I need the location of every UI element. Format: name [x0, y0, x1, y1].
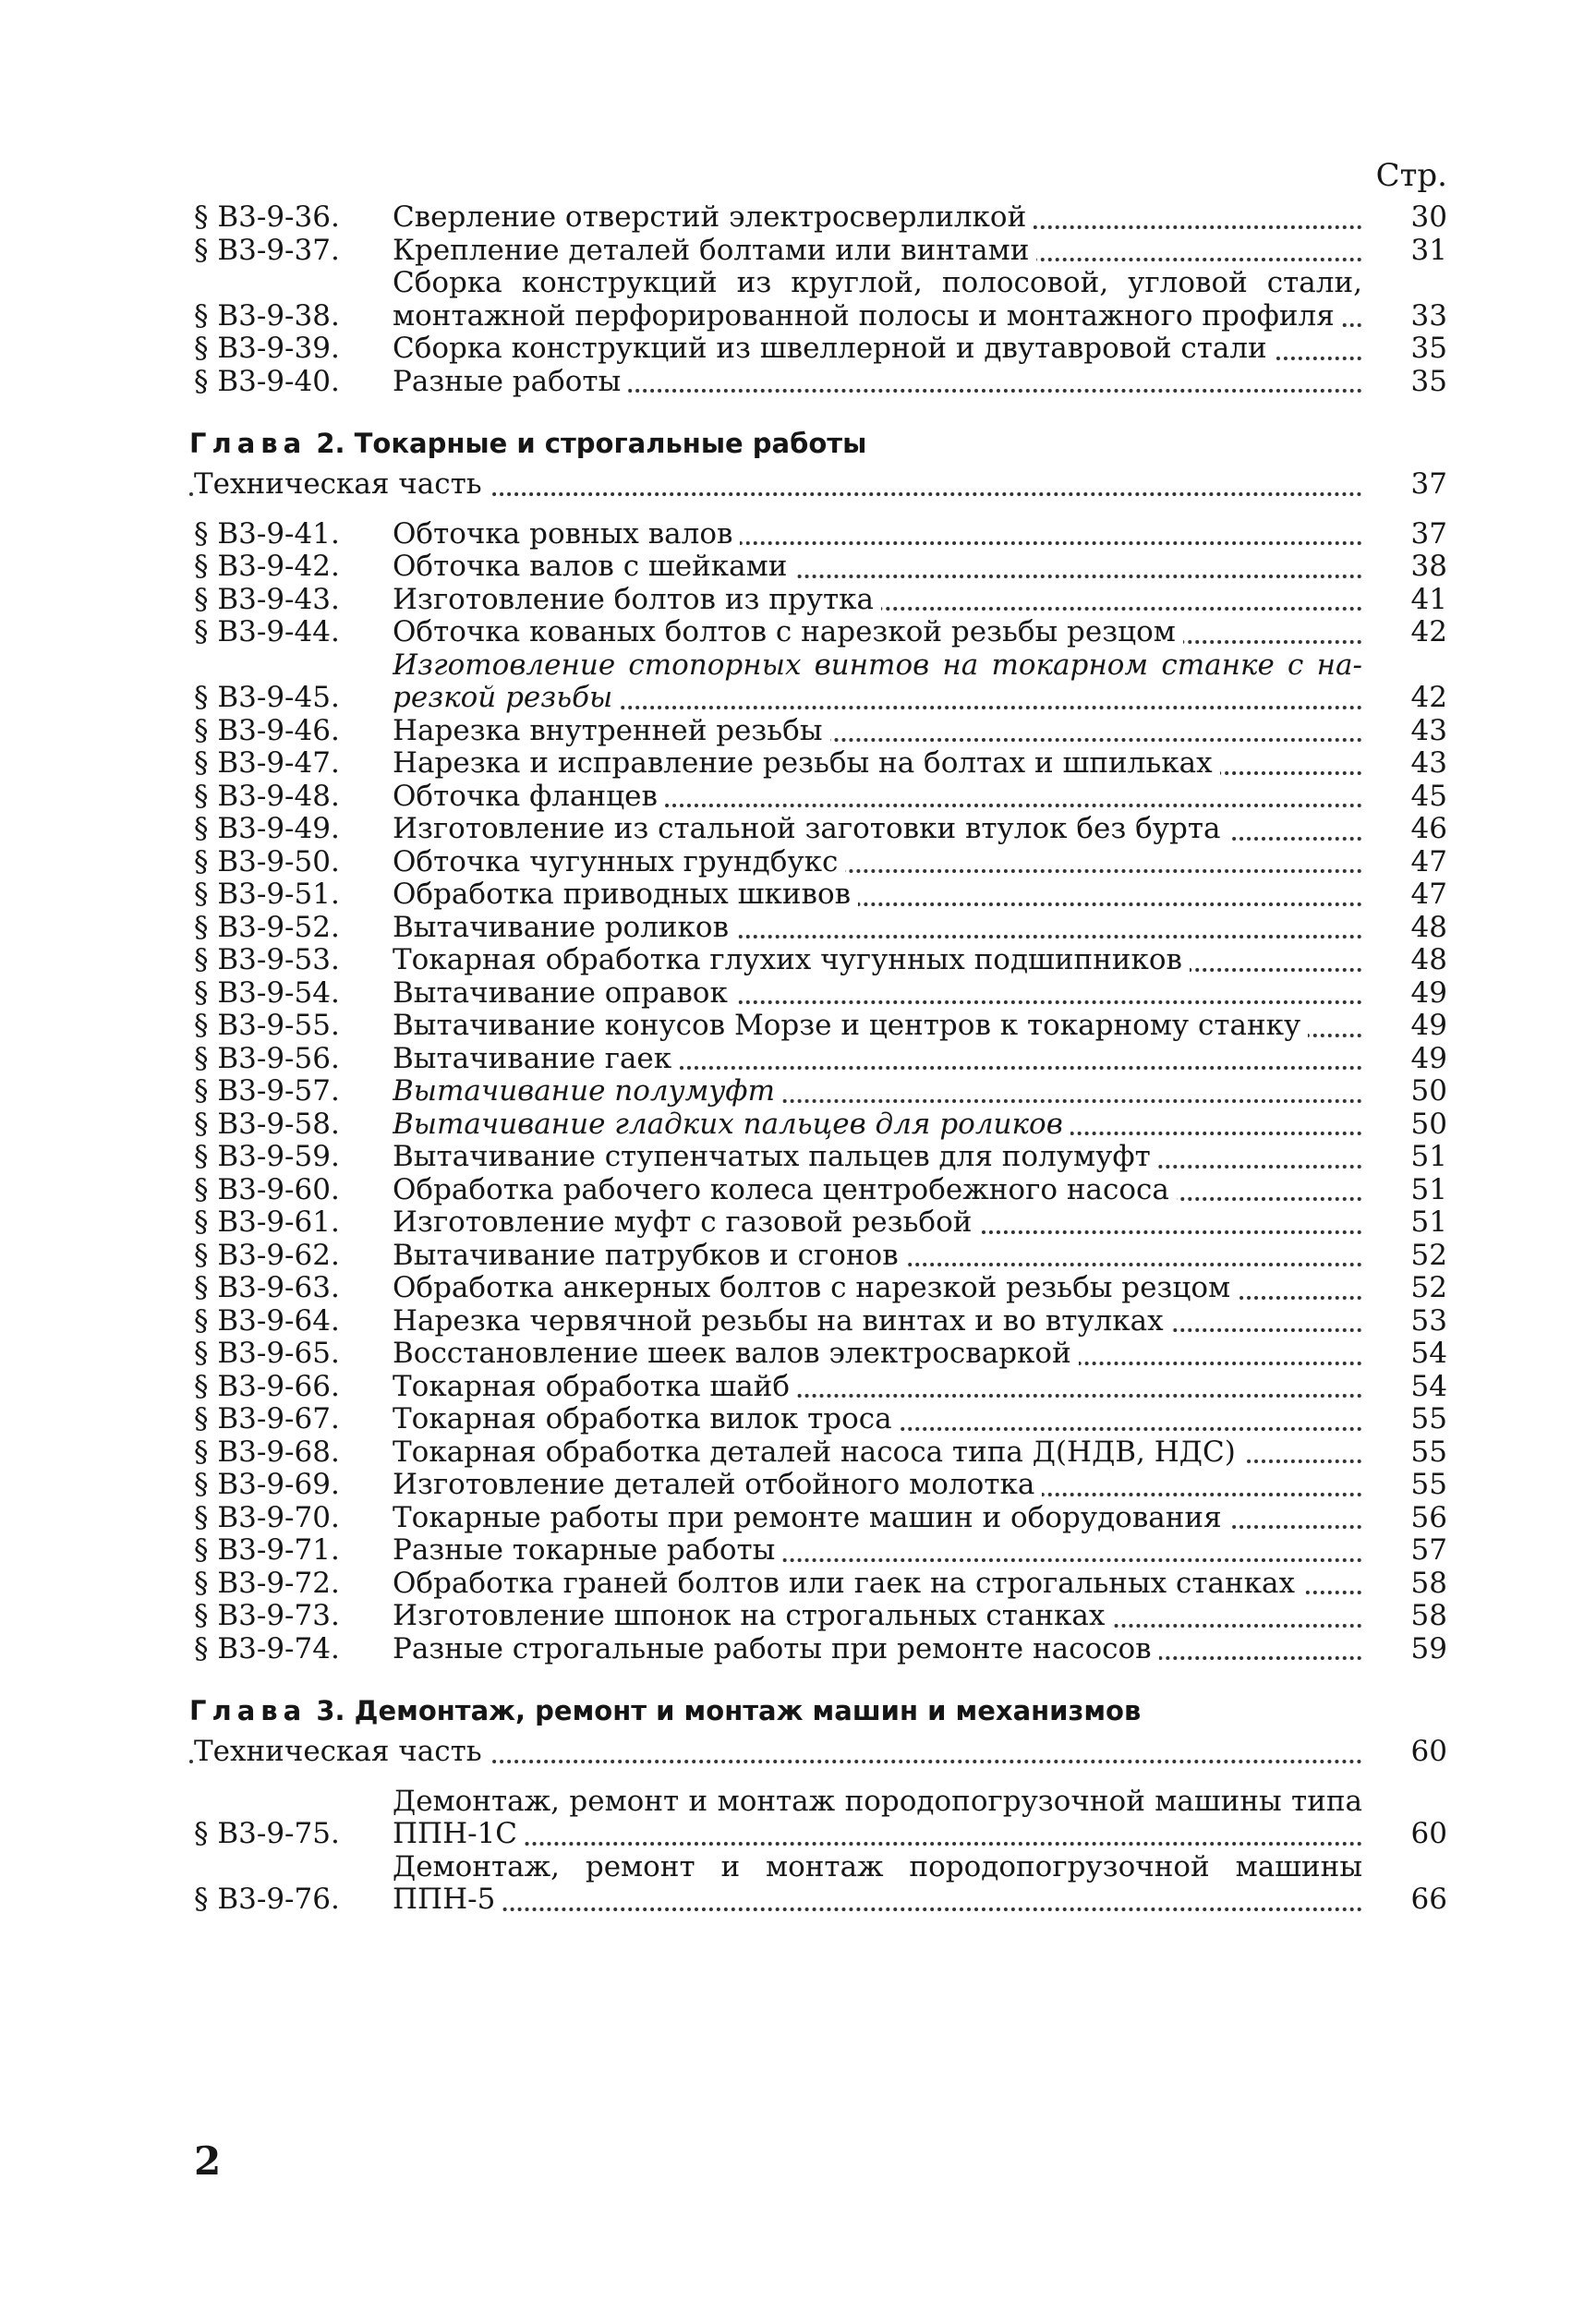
chapter-title: Токарные и строгальные работы — [354, 428, 867, 459]
page-number: 30 — [1410, 200, 1447, 234]
chapter-label: Глава — [189, 1695, 308, 1726]
section-title — [393, 1534, 1362, 1568]
section-title — [393, 518, 1362, 551]
toc-entry[interactable] — [189, 616, 1455, 649]
toc-entry[interactable] — [189, 944, 1455, 977]
section-title-text: Сверление отверстий электросверлилкой — [393, 201, 1034, 234]
section-title-text: Разные работы — [393, 366, 628, 398]
page-number: 60 — [1410, 1735, 1447, 1768]
section-title-line-1: Сборка конструкций из круглой, полосовой, угловой стали, — [393, 267, 1362, 299]
section-title-line-2 — [393, 1883, 1362, 1917]
page-number: 41 — [1410, 582, 1447, 616]
page-number: 51 — [1410, 1140, 1447, 1173]
page-number: 42 — [1410, 681, 1447, 714]
section-title — [393, 1502, 1362, 1535]
section-title-text: Изготовление из стальной заготовки втулок без бурта — [393, 813, 1228, 845]
section-code: § В3-9-73. — [194, 1599, 340, 1632]
section-code: § В3-9-62. — [194, 1238, 340, 1272]
section-title-text: Токарная обработка деталей насоса типа Д(НДВ, НДС) — [393, 1436, 1243, 1469]
page-number: 46 — [1410, 812, 1447, 845]
section-title — [393, 846, 1362, 879]
section-title — [393, 944, 1362, 977]
toc-page — [189, 157, 1455, 1917]
section-title — [393, 1338, 1362, 1371]
toc-entry[interactable] — [189, 235, 1455, 268]
toc-entry[interactable] — [189, 1436, 1455, 1470]
section-title — [393, 1600, 1362, 1633]
section-code: § В3-9-51. — [194, 878, 340, 911]
toc-entry[interactable] — [189, 781, 1455, 814]
section-title-text: монтажной перфорированной полосы и монтажного профиля — [393, 300, 1342, 333]
section-title-text: Нарезка и исправление резьбы на болтах и шпильках — [393, 747, 1220, 780]
section-code: § В3-9-58. — [194, 1107, 340, 1141]
toc-group-3 — [189, 1786, 1455, 1917]
page-number: 47 — [1410, 844, 1447, 878]
section-code: § В3-9-48. — [194, 779, 340, 813]
section-code: § В3-9-76. — [194, 1883, 340, 1916]
section-title — [393, 551, 1362, 584]
toc-entry[interactable] — [189, 333, 1455, 366]
section-code: § В3-9-45. — [194, 681, 340, 714]
toc-entry[interactable] — [189, 977, 1455, 1011]
toc-entry[interactable] — [189, 366, 1455, 399]
section-title-text: Вытачивание конусов Морзе и центров к токарному станку — [393, 1010, 1308, 1042]
toc-entry[interactable] — [189, 1469, 1455, 1502]
section-code: § В3-9-41. — [194, 516, 340, 551]
page-number: 59 — [1410, 1631, 1447, 1665]
page-number: 50 — [1410, 1107, 1447, 1141]
page-number: 43 — [1410, 713, 1447, 747]
page-number: 35 — [1410, 364, 1447, 398]
toc-entry[interactable] — [189, 1206, 1455, 1240]
section-code: § В3-9-55. — [194, 1009, 340, 1042]
section-code: § В3-9-47. — [194, 746, 340, 780]
page-number: 31 — [1410, 233, 1447, 267]
section-title-text: Нарезка внутренней резьбы — [393, 715, 830, 747]
page-number: 53 — [1410, 1303, 1447, 1338]
toc-entry[interactable] — [189, 584, 1455, 617]
section-title-text: Токарная обработка шайб — [393, 1371, 797, 1403]
section-title-text: Обработка приводных шкивов — [393, 878, 858, 911]
section-title — [393, 1786, 1362, 1851]
section-title-line-2 — [393, 682, 1362, 715]
section-title — [393, 1633, 1362, 1666]
section-code: § В3-9-72. — [194, 1566, 340, 1600]
section-code: § В3-9-49. — [194, 812, 340, 845]
tech-part-row-2[interactable] — [189, 468, 1455, 502]
page-number: 55 — [1410, 1435, 1447, 1469]
page-number: 56 — [1410, 1500, 1447, 1534]
toc-entry[interactable] — [189, 912, 1455, 945]
section-title-text: Обточка ровных валов — [393, 518, 740, 551]
tech-part-row-3[interactable] — [189, 1736, 1455, 1769]
toc-entry[interactable] — [189, 1403, 1455, 1436]
section-code: § В3-9-36. — [194, 200, 340, 234]
toc-entry[interactable] — [189, 1043, 1455, 1076]
section-code: § В3-9-61. — [194, 1205, 340, 1239]
section-title-text: Обточка валов с шейками — [393, 551, 794, 583]
page-number: 50 — [1410, 1074, 1447, 1108]
section-title — [393, 201, 1362, 235]
section-code: § В3-9-70. — [194, 1500, 340, 1534]
section-title-text: Вытачивание ступенчатых пальцев для полумуфт — [393, 1141, 1158, 1173]
section-title-text: Вытачивание роликов — [393, 912, 736, 944]
dot-leader — [393, 1842, 1362, 1846]
section-title — [393, 813, 1362, 846]
section-title — [393, 1568, 1362, 1601]
page-number: 45 — [1410, 779, 1447, 813]
page-number: 48 — [1410, 943, 1447, 976]
section-title-text: Обточка фланцев — [393, 781, 665, 813]
section-title-line-1: Демонтаж, ремонт и монтаж породопогрузочной машины — [393, 1850, 1362, 1883]
toc-entry[interactable] — [189, 1108, 1455, 1142]
section-code: § В3-9-44. — [194, 615, 340, 648]
section-title-text: Обработка анкерных болтов с нарезкой резьбы резцом — [393, 1272, 1238, 1304]
section-title — [393, 781, 1362, 814]
section-title-line-1: Демонтаж, ремонт и монтаж породопогрузочной машины типа — [393, 1785, 1362, 1818]
section-code: § В3-9-63. — [194, 1271, 340, 1304]
section-title-text: Восстановление шеек валов электросваркой — [393, 1338, 1079, 1370]
section-title — [393, 715, 1362, 748]
section-title — [393, 1851, 1362, 1917]
toc-entry[interactable] — [189, 201, 1455, 235]
section-title-text: Изготовление деталей отбойного молотка — [393, 1469, 1042, 1501]
toc-entry[interactable] — [189, 1600, 1455, 1633]
section-code: § В3-9-42. — [194, 550, 340, 583]
section-title — [393, 1272, 1362, 1305]
section-title-text: Вытачивание патрубков и сгонов — [393, 1240, 906, 1272]
section-title — [393, 584, 1362, 617]
section-title — [393, 1075, 1362, 1108]
section-code: § В3-9-66. — [194, 1369, 340, 1403]
page-number: 38 — [1410, 550, 1447, 583]
section-title-text: Вытачивание гаек — [393, 1043, 679, 1075]
page-number: 51 — [1410, 1205, 1447, 1239]
section-title — [393, 1371, 1362, 1404]
section-title-text: Крепление деталей болтами или винтами — [393, 235, 1036, 267]
page-number: 48 — [1410, 910, 1447, 944]
section-code: § В3-9-67. — [194, 1402, 340, 1435]
section-title — [393, 1305, 1362, 1338]
toc-entry[interactable] — [189, 747, 1455, 781]
toc-entry[interactable] — [189, 649, 1455, 715]
section-title-text: Обточка чугунных грундбукс — [393, 846, 845, 878]
section-title-text: Разные токарные работы — [393, 1534, 782, 1567]
section-title — [393, 235, 1362, 268]
toc-entry[interactable] — [189, 1502, 1455, 1535]
toc-group-2 — [189, 518, 1455, 1666]
section-title — [393, 1010, 1362, 1043]
page-number: 43 — [1410, 746, 1447, 780]
section-title — [393, 1043, 1362, 1076]
section-title — [393, 878, 1362, 912]
section-title-text: Изготовление болтов из прутка — [393, 584, 881, 616]
toc-entry[interactable] — [189, 1174, 1455, 1207]
page-number: 37 — [1410, 467, 1447, 501]
section-code: § В3-9-57. — [194, 1074, 340, 1108]
section-title — [393, 1141, 1362, 1174]
section-code: § В3-9-37. — [194, 233, 340, 267]
page-number: 47 — [1410, 878, 1447, 911]
section-title-text: Вытачивание гладких пальцев для роликов — [393, 1108, 1070, 1141]
toc-entry[interactable] — [189, 878, 1455, 912]
section-title — [393, 267, 1362, 333]
section-code: § В3-9-52. — [194, 910, 340, 944]
section-title-text: Обработка рабочего колеса центробежного насоса — [393, 1174, 1177, 1206]
section-title — [393, 1240, 1362, 1273]
chapter-number: 3. — [316, 1695, 345, 1726]
section-code: § В3-9-40. — [194, 364, 340, 398]
section-title-text: Разные строгальные работы при ремонте насосов — [393, 1633, 1159, 1665]
toc-entry[interactable] — [189, 1851, 1455, 1917]
section-title — [393, 366, 1362, 399]
toc-entry[interactable] — [189, 1633, 1455, 1666]
section-title — [393, 747, 1362, 781]
toc-entry[interactable] — [189, 1305, 1455, 1338]
section-code: § В3-9-46. — [194, 713, 340, 747]
section-code: § В3-9-56. — [194, 1041, 340, 1075]
section-title — [393, 333, 1362, 366]
section-code: § В3-9-64. — [194, 1303, 340, 1338]
page-number: 52 — [1410, 1238, 1447, 1272]
section-code: § В3-9-60. — [194, 1172, 340, 1206]
toc-entry[interactable] — [189, 1568, 1455, 1601]
section-code: § В3-9-71. — [194, 1533, 340, 1567]
section-title-text: Изготовление муфт с газовой резьбой — [393, 1206, 979, 1239]
section-code: § В3-9-68. — [194, 1435, 340, 1469]
page-number: 66 — [1410, 1883, 1447, 1916]
section-code: § В3-9-50. — [194, 844, 340, 878]
page-number: 55 — [1410, 1468, 1447, 1501]
toc-entry[interactable] — [189, 551, 1455, 584]
section-title — [393, 1174, 1362, 1207]
page-number: 58 — [1410, 1599, 1447, 1632]
section-title-text: Токарная обработка вилок троса — [393, 1403, 900, 1435]
section-code: § В3-9-39. — [194, 332, 340, 365]
chapter-2-heading — [189, 428, 1455, 459]
section-title-text: резкой резьбы — [393, 682, 620, 714]
page-number: 33 — [1410, 298, 1447, 333]
page-number: 49 — [1410, 1009, 1447, 1042]
section-code: § В3-9-59. — [194, 1140, 340, 1173]
page-number: 49 — [1410, 975, 1447, 1010]
page-number: 55 — [1410, 1402, 1447, 1435]
toc-entry[interactable] — [189, 846, 1455, 879]
chapter-title: Демонтаж, ремонт и монтаж машин и механизмов — [354, 1695, 1142, 1726]
toc-entry[interactable] — [189, 1786, 1455, 1851]
folio-page-number: 2 — [194, 2138, 222, 2184]
page-column-label: Стр. — [1375, 157, 1447, 194]
tech-part-title: Техническая часть — [194, 468, 490, 501]
page-number: 58 — [1410, 1566, 1447, 1600]
chapter-number: 2. — [316, 428, 345, 459]
page-number: 37 — [1410, 516, 1447, 551]
section-title-text: Сборка конструкций из швеллерной и двутавровой стали — [393, 333, 1275, 365]
toc-group-1 — [189, 201, 1455, 398]
section-title-text: Вытачивание оправок — [393, 977, 735, 1010]
section-title-text: ППН-1С — [393, 1818, 525, 1850]
section-title-line-2 — [393, 1818, 1362, 1851]
page-number: 42 — [1410, 615, 1447, 648]
section-title-text: Изготовление шпонок на строгальных станках — [393, 1600, 1112, 1632]
section-code: § В3-9-38. — [194, 298, 340, 333]
section-title — [393, 1108, 1362, 1142]
section-code: § В3-9-53. — [194, 943, 340, 976]
tech-part-title: Техническая часть — [194, 1736, 490, 1768]
section-title — [393, 977, 1362, 1011]
page-number: 57 — [1410, 1533, 1447, 1567]
toc-entry[interactable] — [189, 1010, 1455, 1043]
section-title — [393, 616, 1362, 649]
section-code: § В3-9-69. — [194, 1468, 340, 1501]
chapter-3-heading — [189, 1695, 1455, 1726]
section-title-text: ППН-5 — [393, 1883, 502, 1916]
section-title — [393, 649, 1362, 715]
section-title-text: Токарная обработка глухих чугунных подшипников — [393, 944, 1190, 976]
page-number: 52 — [1410, 1271, 1447, 1304]
section-title-text: Обточка кованых болтов с нарезкой резьбы резцом — [393, 616, 1183, 648]
section-code: § В3-9-74. — [194, 1631, 340, 1665]
toc-entry[interactable] — [189, 1141, 1455, 1174]
section-title — [393, 1206, 1362, 1240]
section-code: § В3-9-43. — [194, 582, 340, 616]
page-number: 49 — [1410, 1041, 1447, 1075]
toc-entry[interactable] — [189, 1075, 1455, 1108]
section-title-line-2 — [393, 300, 1362, 333]
toc-entry[interactable] — [189, 518, 1455, 551]
page-number: 35 — [1410, 332, 1447, 365]
page-number: 54 — [1410, 1369, 1447, 1403]
dot-leader — [393, 1907, 1362, 1911]
chapter-label: Глава — [189, 428, 308, 459]
section-title-text: Нарезка червячной резьбы на винтах и во втулках — [393, 1305, 1171, 1338]
toc-entry[interactable] — [189, 1371, 1455, 1404]
section-title — [393, 912, 1362, 945]
toc-entry[interactable] — [189, 1338, 1455, 1371]
section-title-text: Вытачивание полумуфт — [393, 1075, 782, 1108]
toc-entry[interactable] — [189, 813, 1455, 846]
section-title — [393, 1469, 1362, 1502]
page-number: 51 — [1410, 1172, 1447, 1206]
section-code: § В3-9-75. — [194, 1817, 340, 1850]
toc-entry[interactable] — [189, 715, 1455, 748]
page-number: 54 — [1410, 1337, 1447, 1370]
section-title — [393, 1436, 1362, 1470]
toc-entry[interactable] — [189, 1534, 1455, 1568]
page-number: 60 — [1410, 1817, 1447, 1850]
section-code: § В3-9-65. — [194, 1337, 340, 1370]
toc-entry[interactable] — [189, 1240, 1455, 1273]
section-title-text: Токарные работы при ремонте машин и оборудования — [393, 1502, 1229, 1534]
toc-entry[interactable] — [189, 267, 1455, 333]
section-code: § В3-9-54. — [194, 975, 340, 1010]
section-title-line-1: Изготовление стопорных винтов на токарном станке с на- — [393, 648, 1362, 682]
section-title-text: Обработка граней болтов или гаек на строгальных станках — [393, 1568, 1302, 1600]
toc-entry[interactable] — [189, 1272, 1455, 1305]
section-title — [393, 1403, 1362, 1436]
